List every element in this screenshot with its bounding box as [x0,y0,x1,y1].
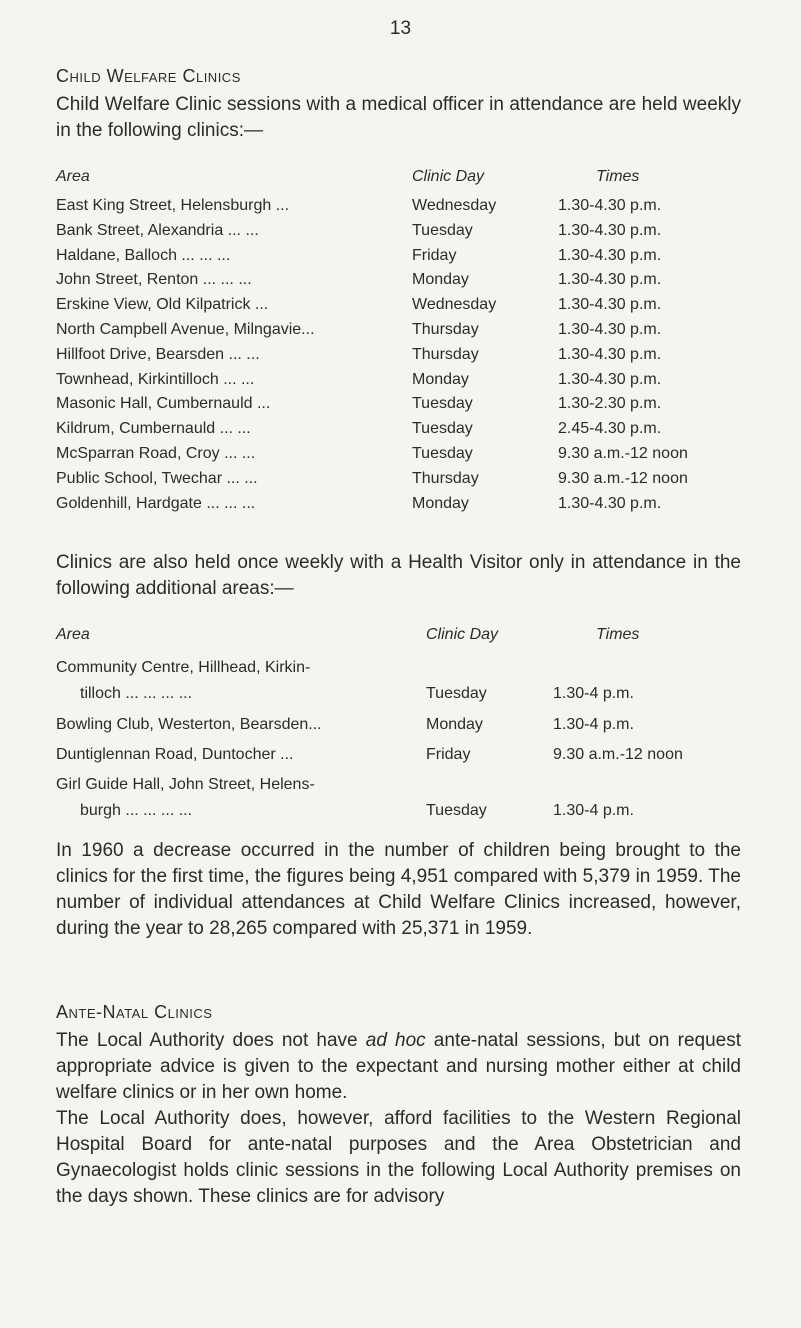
clinic-day: Wednesday [412,296,497,314]
visitor-area [56,742,386,768]
clinic-area: Erskine View, Old Kilpatrick ... [56,296,269,314]
clinic-day: Monday [412,494,469,512]
clinic-day: Wednesday [412,197,497,214]
visitor-times: 1.30-4 p.m. [553,685,634,702]
section-heading-ante-natal: Ante-Natal Clinics [56,1002,213,1022]
clinic-area: Bank Street, Alexandria ... ... [56,221,259,239]
clinic-times: 1.30-4.30 p.m. [558,271,662,289]
clinic-area: McSparran Road, Croy ... ... [56,445,256,462]
ante-natal-text-b: ante-natal sessions, but on request appropriate advice is given to the expectant and nursing mother either at child welfare clinics or in her own home. [56,1030,741,1103]
column-header-area-2: Area [56,626,90,643]
ad-hoc-italic: ad hoc [365,1030,426,1051]
clinic-times: 1.30-2.30 p.m. [558,395,662,413]
visitor-area-line2: tilloch ... ... ... ... [80,685,193,702]
clinic-area: North Campbell Avenue, Milngavie... [56,321,315,338]
clinic-area: Kildrum, Cumbernauld ... ... [56,420,251,438]
column-header-day: Clinic Day [412,168,485,185]
table-row [56,271,741,295]
clinic-times: 1.30-4.30 p.m. [558,345,662,363]
table-row [56,247,741,271]
visitor-day: Tuesday [426,685,487,702]
column-header-area: Area [56,168,90,185]
table-row [56,321,741,345]
clinic-day: Monday [412,271,469,289]
health-visitor-paragraph: Clinics are also held once weekly with a Health Visitor only in attendance in the following additional areas:— [56,552,741,599]
clinic-day: Thursday [412,345,479,363]
clinic-day: Tuesday [412,445,473,462]
clinic-area: Public School, Twechar ... ... [56,469,258,487]
visitor-area-line1: Duntiglennan Road, Duntocher ... [56,746,294,763]
ante-natal-paragraph-1 [56,1028,741,1106]
visitor-area [56,712,386,738]
clinic-day: Tuesday [412,420,473,438]
table-row [56,296,741,320]
clinic-times: 1.30-4.30 p.m. [558,197,662,214]
table-row [56,197,741,221]
clinic-times: 1.30-4.30 p.m. [558,246,662,264]
column-header-times-2: Times [596,626,640,643]
page-number: 13 [389,18,412,39]
visitor-area [56,655,386,707]
clinic-area: Goldenhill, Hardgate ... ... ... [56,494,256,512]
table-row [56,445,741,469]
column-header-day-2: Clinic Day [426,626,499,643]
table-row [56,371,741,395]
visitor-times: 9.30 a.m.-12 noon [553,746,683,763]
clinic-day: Thursday [412,469,479,487]
clinic-times: 9.30 a.m.-12 noon [558,469,688,487]
clinic-area: John Street, Renton ... ... ... [56,271,252,289]
clinic-times: 2.45-4.30 p.m. [558,420,662,438]
visitor-area [56,772,386,824]
ante-natal-paragraph-2: The Local Authority does, however, afford facilities to the Western Regional Hospital Board for ante-natal purposes and the Area Obstetrician and Gynaecologist holds clinic sessions in the following Local Authority premises on the days shown. These clinics are for advisory [56,1108,741,1207]
clinic-area: Masonic Hall, Cumbernauld ... [56,395,271,413]
visitor-day: Friday [426,746,471,763]
section-heading-child-welfare: Child Welfare Clinics [56,66,241,86]
visitor-area-line1: Girl Guide Hall, John Street, Helens- [56,776,315,793]
clinic-area: East King Street, Helensburgh ... [56,197,290,214]
visitor-area-line2: burgh ... ... ... ... [80,802,193,819]
visitor-area-line1: Bowling Club, Westerton, Bearsden... [56,716,322,733]
clinic-day: Friday [412,246,457,264]
clinic-times: 1.30-4.30 p.m. [558,494,662,512]
table-row [56,420,741,444]
table-row [56,470,741,494]
clinic-day: Tuesday [412,221,473,239]
intro-paragraph: Child Welfare Clinic sessions with a medical officer in attendance are held weekly in the following clinics:— [56,94,741,141]
table-row [56,495,741,519]
clinic-area: Haldane, Balloch ... ... ... [56,246,231,264]
attendance-paragraph: In 1960 a decrease occurred in the number of children being brought to the clinics for the first time, the figures being 4,951 compared with 5,379 in 1959. The number of individual attendances at Child Welfare Clinics increased, however, during the year to 28,265 compared with 25,371 in 1959. [56,840,741,939]
visitor-day: Monday [426,716,483,733]
clinic-times: 1.30-4.30 p.m. [558,321,662,338]
visitor-times: 1.30-4 p.m. [553,716,634,733]
ante-natal-text-a: The Local Authority does not have [56,1030,366,1051]
clinic-area: Townhead, Kirkintilloch ... ... [56,370,255,388]
table-row [56,395,741,419]
clinic-times: 1.30-4.30 p.m. [558,296,662,314]
clinic-day: Monday [412,370,469,388]
table-row [56,346,741,370]
clinic-times: 1.30-4.30 p.m. [558,221,662,239]
table-row [56,222,741,246]
clinic-times: 9.30 a.m.-12 noon [558,445,688,462]
clinic-day: Thursday [412,321,479,338]
visitor-times: 1.30-4 p.m. [553,802,634,819]
visitor-area-line1: Community Centre, Hillhead, Kirkin- [56,659,311,676]
clinic-times: 1.30-4.30 p.m. [558,370,662,388]
column-header-times: Times [596,168,640,185]
visitor-day: Tuesday [426,802,487,819]
clinic-area: Hillfoot Drive, Bearsden ... ... [56,345,260,363]
clinic-day: Tuesday [412,395,473,413]
